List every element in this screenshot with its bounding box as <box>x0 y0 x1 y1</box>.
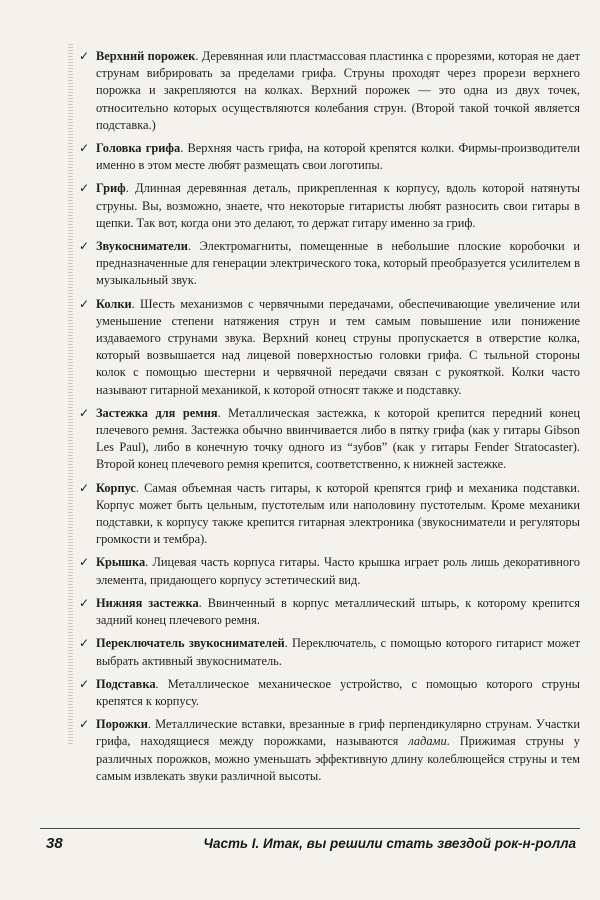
glossary-entry <box>80 554 580 588</box>
glossary-entry <box>80 48 580 134</box>
entry-text: . Длинная деревянная деталь, прикрепленная к корпусу, вдоль которой натянуты струны. Вы, возможно, знаете, что некоторые гитаристы любят разносить свои гитары в щепки. Так вот, когда они это делают, то держат гитару именно за гриф. <box>96 181 580 230</box>
entry-text: . Самая объемная часть гитары, к которой крепятся гриф и механика подставки. Корпус может быть цельным, пустотелым или наполовину пустотелым. Кроме механики подставки, к корпусу также крепится гитарная электроника (звукосниматели и регуляторы громкости и тембра). <box>96 480 580 547</box>
checkmark-icon: ✓ <box>79 405 90 420</box>
entry-emphasis: ладами <box>408 734 447 749</box>
entry-term: Гриф <box>96 181 126 196</box>
glossary-entry <box>80 480 580 549</box>
entry-term: Подставка <box>96 676 156 691</box>
entry-text: . Верхняя часть грифа, на которой крепятся колки. Фирмы-производители именно в этом месте любят размещать свои логотипы. <box>96 141 580 173</box>
checkmark-icon: ✓ <box>79 636 90 651</box>
entry-text: . Шесть механизмов с червячными передачами, обеспечивающие увеличение или уменьшение степени натяжения струн и тем самым повышение или понижение издаваемого струнами звука. Верхний конец струны пропускается в отверстие колка, который возвышается над лицевой поверхностью головки грифа. С тыльной стороны колок с помощью шестерни и червячной передачи связан с рукояткой. Колки часто называют гитарной механикой, к которой относят также и подставку. <box>96 296 580 397</box>
glossary-entry <box>80 405 580 474</box>
entry-term: Головка грифа <box>96 141 181 156</box>
entry-text: . Электромагниты, помещенные в небольшие плоские коробочки и предназначенные для генерации электрического тока, который преобразуется усилителем в музыкальный звук. <box>96 239 580 288</box>
entry-term: Порожки <box>96 717 148 732</box>
entry-text: . Металлическое механическое устройство, с помощью которого струны крепятся к корпусу. <box>96 676 580 708</box>
checkmark-icon: ✓ <box>79 141 90 156</box>
glossary-list <box>80 48 580 791</box>
entry-term: Переключатель звукоснимателей <box>96 636 285 651</box>
page-footer <box>40 828 580 859</box>
glossary-entry <box>80 635 580 669</box>
checkmark-icon: ✓ <box>79 480 90 495</box>
checkmark-icon: ✓ <box>79 717 90 732</box>
entry-term: Корпус <box>96 480 136 495</box>
checkmark-icon: ✓ <box>79 555 90 570</box>
entry-term: Колки <box>96 296 132 311</box>
glossary-entry <box>80 238 580 290</box>
checkmark-icon: ✓ <box>79 181 90 196</box>
entry-text-after: . Прижимая струны у различных порожков, можно уменьшать эффективную длину колеблющейся струны и тем самым извлекать звуки различной высоты. <box>96 734 580 783</box>
glossary-entry <box>80 716 580 785</box>
checkmark-icon: ✓ <box>79 296 90 311</box>
entry-term: Верхний порожек <box>96 49 196 63</box>
margin-decoration <box>68 44 73 744</box>
entry-term: Крышка <box>96 555 146 570</box>
entry-term: Нижняя застежка <box>96 595 199 610</box>
checkmark-icon: ✓ <box>79 595 90 610</box>
entry-term: Застежка для ремня <box>96 405 218 420</box>
entry-text: . Ввинченный в корпус металлический штырь, к которому крепится задний конец плечевого ремня. <box>96 595 581 628</box>
glossary-entry <box>80 676 580 710</box>
checkmark-icon: ✓ <box>79 676 90 691</box>
running-head: Часть I. Итак, вы решили стать звездой рок-н-ролла <box>203 836 576 851</box>
entry-text: . Переключатель, с помощью которого гитарист может выбрать активный звукосниматель. <box>96 636 580 668</box>
checkmark-icon: ✓ <box>79 49 90 63</box>
glossary-entry <box>80 595 580 629</box>
glossary-entry <box>80 296 580 399</box>
glossary-entry <box>80 180 580 232</box>
entry-text: . Лицевая часть корпуса гитары. Часто крышка играет роль лишь декоративного элемента, придающего корпусу эстетический вид. <box>96 555 580 587</box>
entry-text: . Металлическая застежка, к которой крепится передний конец плечевого ремня. Застежка обычно ввинчивается либо в пятку грифа (как у гитары Gibson Les Paul), либо в конечную точку одного из “зубов” (как у гитары Fender Stratocaster). Второй конец плечевого ремня крепится, соответственно, к нижней застежке. <box>96 405 580 472</box>
entry-text: . Металлические вставки, врезанные в гриф перпендикулярно струнам. Участки грифа, находящиеся между порожками, называются <box>96 717 580 749</box>
checkmark-icon: ✓ <box>79 239 90 254</box>
entry-term: Звукосниматели <box>96 239 188 254</box>
glossary-entry <box>80 140 580 174</box>
page-number: 38 <box>46 835 63 852</box>
entry-text: . Деревянная или пластмассовая пластинка с прорезями, которая не дает струнам вибрировать за пределами грифа. Струны проходят через прорези верхнего порожка и закрепляются на колках. Верхний порожек — это одна из двух точек, относительно которых осуществляются колебания струн. (Второй такой точкой является подставка.) <box>96 49 580 132</box>
